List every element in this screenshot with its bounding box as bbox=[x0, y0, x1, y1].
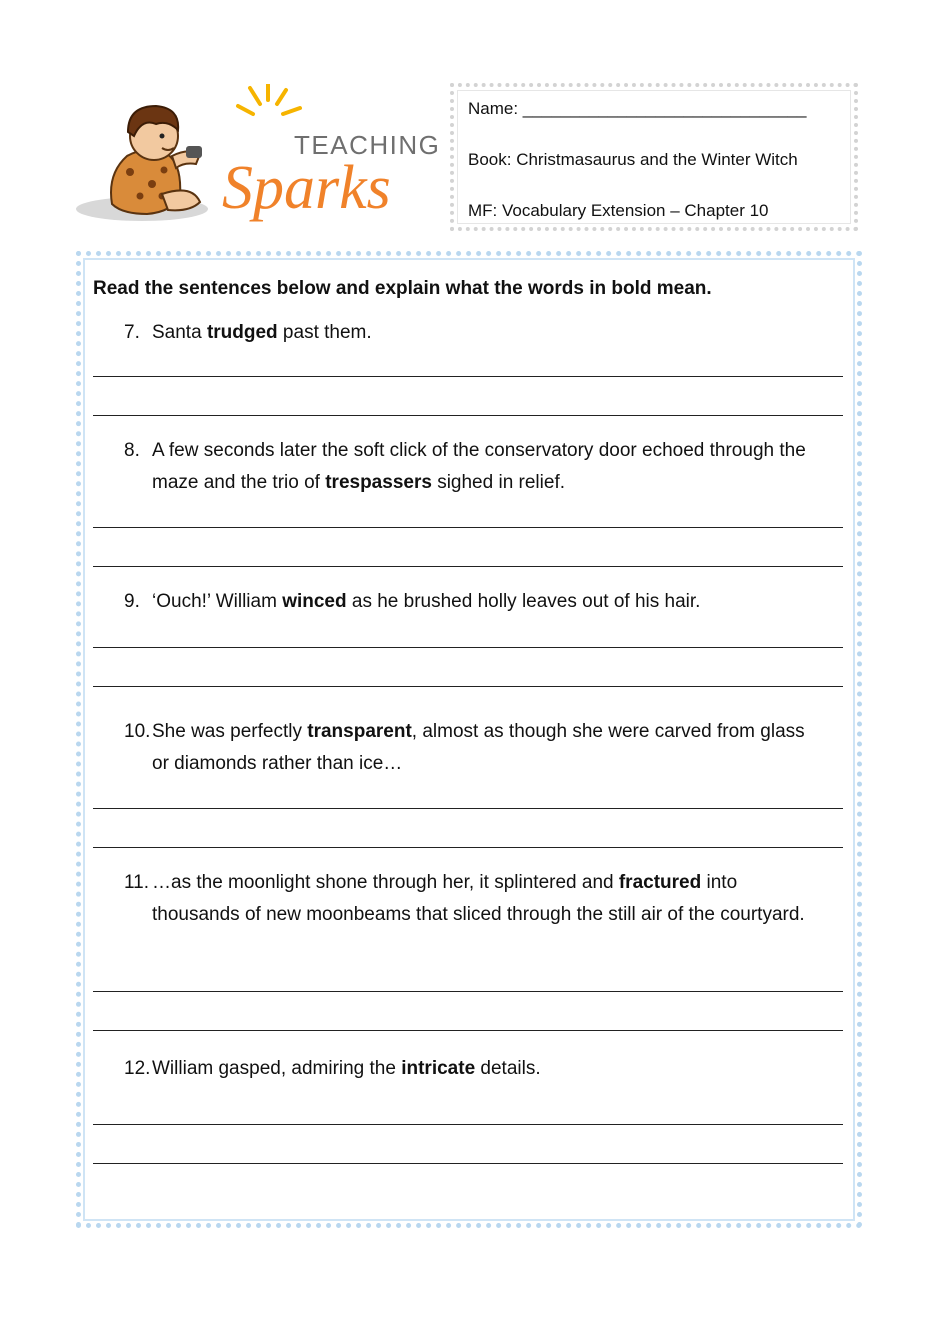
question-number: 8. bbox=[124, 440, 140, 461]
question-item bbox=[124, 586, 824, 618]
question-number: 10. bbox=[124, 721, 151, 742]
answer-line[interactable] bbox=[93, 1163, 843, 1164]
answer-line[interactable] bbox=[93, 566, 843, 567]
logo-text-bottom: Sparks bbox=[222, 154, 391, 222]
teaching-sparks-logo bbox=[72, 84, 442, 234]
question-number: 11. bbox=[124, 872, 150, 893]
student-info-box bbox=[450, 83, 858, 231]
question-text: A few seconds later the soft click of the conservatory door echoed through the maze and the trio of trespassers sighed in relief. bbox=[152, 440, 806, 493]
question-number: 7. bbox=[124, 322, 140, 343]
question-item bbox=[124, 1053, 824, 1085]
bold-word: winced bbox=[282, 591, 347, 612]
name-field[interactable]: Name: ______________________________ bbox=[468, 99, 807, 118]
question-item bbox=[124, 317, 824, 349]
question-item bbox=[124, 435, 824, 499]
bold-word: trespassers bbox=[325, 472, 432, 493]
answer-line[interactable] bbox=[93, 847, 843, 848]
answer-line[interactable] bbox=[93, 415, 843, 416]
question-item bbox=[124, 716, 824, 780]
answer-line[interactable] bbox=[93, 1124, 843, 1125]
answer-line[interactable] bbox=[93, 686, 843, 687]
worksheet-subtitle: MF: Vocabulary Extension – Chapter 10 bbox=[468, 201, 769, 220]
logo-text-top: TEACHING bbox=[294, 130, 441, 160]
question-text: ‘Ouch!’ William winced as he brushed holly leaves out of his hair. bbox=[152, 591, 701, 612]
question-text: …as the moonlight shone through her, it splintered and fractured into thousands of new moonbeams that sliced through the still air of the courtyard. bbox=[152, 872, 805, 925]
instructions: Read the sentences below and explain what the words in bold mean. bbox=[93, 278, 712, 299]
question-text: William gasped, admiring the intricate details. bbox=[152, 1058, 541, 1079]
answer-line[interactable] bbox=[93, 808, 843, 809]
answer-line[interactable] bbox=[93, 1030, 843, 1031]
bold-word: transparent bbox=[307, 721, 412, 742]
question-number: 12. bbox=[124, 1058, 151, 1079]
answer-line[interactable] bbox=[93, 527, 843, 528]
answer-line[interactable] bbox=[93, 376, 843, 377]
answer-line[interactable] bbox=[93, 991, 843, 992]
question-text: She was perfectly transparent, almost as though she were carved from glass or diamonds rather than ice… bbox=[152, 721, 805, 774]
answer-line[interactable] bbox=[93, 647, 843, 648]
sparks-rays-icon bbox=[238, 84, 300, 114]
bold-word: trudged bbox=[206, 322, 278, 343]
bold-word: fractured bbox=[618, 872, 702, 893]
bold-word: intricate bbox=[401, 1058, 476, 1079]
caveman-icon bbox=[111, 106, 202, 214]
book-title: Book: Christmasaurus and the Winter Witch bbox=[468, 150, 798, 169]
question-number: 9. bbox=[124, 591, 140, 612]
question-item bbox=[124, 867, 824, 931]
question-text: Santa trudged past them. bbox=[152, 322, 372, 343]
